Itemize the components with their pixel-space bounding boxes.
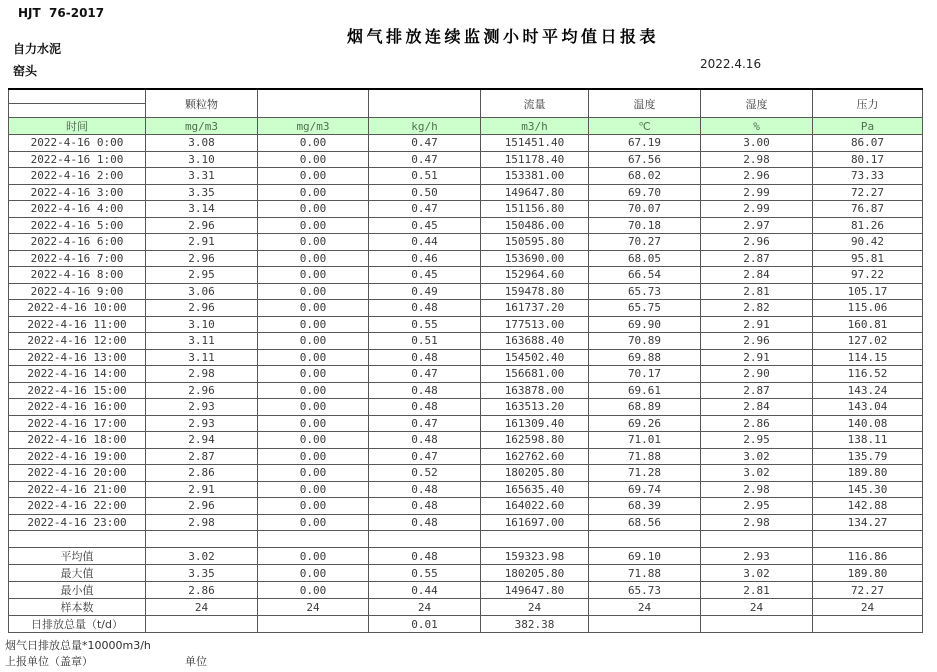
value-cell: 0.47 [369,201,481,218]
time-cell: 2022-4-16 2:00 [9,168,146,185]
value-cell: 0.00 [258,514,369,531]
value-cell: 162762.60 [481,448,589,465]
value-cell: 134.27 [813,514,923,531]
table-row [9,415,923,432]
value-cell: 114.15 [813,349,923,366]
summary-value-cell [813,616,923,633]
value-cell: 180205.80 [481,465,589,482]
value-cell: 2.91 [701,316,813,333]
table-row [9,184,923,201]
value-cell: 161309.40 [481,415,589,432]
empty-cell [813,531,923,548]
corner-cell-bottom [9,104,146,118]
summary-value-cell: 149647.80 [481,582,589,599]
value-cell: 2.97 [701,217,813,234]
value-cell: 2.84 [701,399,813,416]
value-cell: 68.39 [589,498,701,515]
value-cell: 70.17 [589,366,701,383]
table-row [9,250,923,267]
summary-value-cell: 0.48 [369,548,481,565]
group-header-cell [258,89,369,118]
summary-value-cell: 2.93 [701,548,813,565]
value-cell: 0.48 [369,514,481,531]
value-cell: 162598.80 [481,432,589,449]
value-cell: 177513.00 [481,316,589,333]
value-cell: 0.00 [258,201,369,218]
unit-header-cell: % [701,118,813,135]
value-cell: 0.50 [369,184,481,201]
value-cell: 67.19 [589,135,701,152]
summary-value-cell: 24 [481,599,589,616]
value-cell: 0.00 [258,415,369,432]
value-cell: 143.24 [813,382,923,399]
value-cell: 0.00 [258,399,369,416]
value-cell: 2.98 [701,481,813,498]
value-cell: 165635.40 [481,481,589,498]
time-cell: 2022-4-16 3:00 [9,184,146,201]
value-cell: 151451.40 [481,135,589,152]
summary-value-cell: 180205.80 [481,565,589,582]
footnote-total-emission: 烟气日排放总量*10000m3/h [5,639,151,652]
time-cell: 2022-4-16 4:00 [9,201,146,218]
summary-label-cell: 最大值 [9,565,146,582]
table-body [9,89,923,633]
value-cell: 70.89 [589,333,701,350]
value-cell: 164022.60 [481,498,589,515]
time-cell: 2022-4-16 11:00 [9,316,146,333]
time-header-cell: 时间 [9,118,146,135]
value-cell: 151156.80 [481,201,589,218]
summary-value-cell: 159323.98 [481,548,589,565]
value-cell: 2.93 [146,415,258,432]
value-cell: 143.04 [813,399,923,416]
summary-value-cell [589,616,701,633]
value-cell: 71.28 [589,465,701,482]
summary-value-cell: 24 [589,599,701,616]
summary-label-cell: 样本数 [9,599,146,616]
unit-header-cell: m3/h [481,118,589,135]
value-cell: 2.96 [701,168,813,185]
empty-cell [589,531,701,548]
value-cell: 0.00 [258,267,369,284]
unit-header-cell: kg/h [369,118,481,135]
summary-label-cell: 最小值 [9,582,146,599]
value-cell: 65.75 [589,300,701,317]
station-name: 窑头 [13,64,38,78]
value-cell: 0.00 [258,382,369,399]
table-row [9,316,923,333]
value-cell: 2.95 [146,267,258,284]
value-cell: 163513.20 [481,399,589,416]
unit-header-cell: mg/m3 [146,118,258,135]
table-row [9,89,923,104]
time-cell: 2022-4-16 0:00 [9,135,146,152]
value-cell: 2.84 [701,267,813,284]
table-row [9,514,923,531]
doc-code: HJT 76-2017 [18,6,105,20]
value-cell: 2.99 [701,201,813,218]
value-cell: 127.02 [813,333,923,350]
value-cell: 0.46 [369,250,481,267]
time-cell: 2022-4-16 14:00 [9,366,146,383]
table-row [9,481,923,498]
value-cell: 116.52 [813,366,923,383]
summary-value-cell: 3.02 [146,548,258,565]
value-cell: 0.47 [369,448,481,465]
value-cell: 2.91 [146,481,258,498]
time-cell: 2022-4-16 16:00 [9,399,146,416]
value-cell: 2.96 [146,300,258,317]
value-cell: 0.00 [258,234,369,251]
time-cell: 2022-4-16 12:00 [9,333,146,350]
table-row [9,168,923,185]
table-row [9,349,923,366]
value-cell: 66.54 [589,267,701,284]
value-cell: 2.90 [701,366,813,383]
value-cell: 3.06 [146,283,258,300]
table-row [9,135,923,152]
value-cell: 71.01 [589,432,701,449]
value-cell: 0.00 [258,168,369,185]
report-unit-label: 上报单位（盖章） [5,655,93,668]
summary-value-cell: 24 [258,599,369,616]
group-header-cell: 颗粒物 [146,89,258,118]
value-cell: 2.82 [701,300,813,317]
time-cell: 2022-4-16 6:00 [9,234,146,251]
summary-value-cell: 65.73 [589,582,701,599]
value-cell: 69.90 [589,316,701,333]
value-cell: 2.96 [146,250,258,267]
time-cell: 2022-4-16 1:00 [9,151,146,168]
summary-value-cell: 24 [701,599,813,616]
value-cell: 65.73 [589,283,701,300]
summary-value-cell: 0.00 [258,582,369,599]
value-cell: 156681.00 [481,366,589,383]
group-header-cell: 湿度 [701,89,813,118]
table-row [9,548,923,565]
group-header-cell [369,89,481,118]
value-cell: 0.51 [369,168,481,185]
value-cell: 2.81 [701,283,813,300]
value-cell: 189.80 [813,465,923,482]
value-cell: 0.00 [258,448,369,465]
summary-value-cell: 382.38 [481,616,589,633]
value-cell: 2.96 [146,498,258,515]
value-cell: 0.48 [369,300,481,317]
value-cell: 0.48 [369,399,481,416]
table-row [9,217,923,234]
value-cell: 69.74 [589,481,701,498]
table-row [9,118,923,135]
value-cell: 2.96 [701,234,813,251]
value-cell: 70.27 [589,234,701,251]
page-title: 烟气排放连续监测小时平均值日报表 [347,27,660,46]
table-row [9,616,923,633]
time-cell: 2022-4-16 15:00 [9,382,146,399]
time-cell: 2022-4-16 17:00 [9,415,146,432]
value-cell: 68.56 [589,514,701,531]
time-cell: 2022-4-16 19:00 [9,448,146,465]
table-row [9,201,923,218]
value-cell: 0.00 [258,250,369,267]
value-cell: 0.47 [369,135,481,152]
summary-value-cell [146,616,258,633]
summary-value-cell: 189.80 [813,565,923,582]
value-cell: 140.08 [813,415,923,432]
value-cell: 138.11 [813,432,923,449]
value-cell: 67.56 [589,151,701,168]
value-cell: 0.47 [369,151,481,168]
time-cell: 2022-4-16 13:00 [9,349,146,366]
value-cell: 68.05 [589,250,701,267]
summary-value-cell: 0.01 [369,616,481,633]
group-header-cell: 流量 [481,89,589,118]
value-cell: 2.98 [701,151,813,168]
value-cell: 90.42 [813,234,923,251]
value-cell: 2.99 [701,184,813,201]
time-cell: 2022-4-16 8:00 [9,267,146,284]
value-cell: 0.45 [369,267,481,284]
value-cell: 151178.40 [481,151,589,168]
value-cell: 70.18 [589,217,701,234]
value-cell: 2.93 [146,399,258,416]
summary-value-cell: 72.27 [813,582,923,599]
table-row [9,382,923,399]
summary-value-cell: 3.02 [701,565,813,582]
value-cell: 0.49 [369,283,481,300]
empty-cell [258,531,369,548]
value-cell: 145.30 [813,481,923,498]
value-cell: 72.27 [813,184,923,201]
table-row [9,267,923,284]
value-cell: 3.08 [146,135,258,152]
value-cell: 0.00 [258,366,369,383]
value-cell: 68.89 [589,399,701,416]
value-cell: 0.48 [369,432,481,449]
summary-label-cell: 日排放总量（t/d） [9,616,146,633]
value-cell: 161697.00 [481,514,589,531]
value-cell: 0.00 [258,135,369,152]
unit-label: 单位 [185,655,207,668]
report-table [8,88,923,633]
value-cell: 3.14 [146,201,258,218]
value-cell: 0.00 [258,184,369,201]
table-row [9,599,923,616]
value-cell: 3.10 [146,316,258,333]
summary-value-cell: 0.00 [258,548,369,565]
group-header-cell: 温度 [589,89,701,118]
empty-cell [481,531,589,548]
summary-value-cell: 0.44 [369,582,481,599]
corner-cell-top [9,89,146,104]
value-cell: 135.79 [813,448,923,465]
table-row [9,531,923,548]
value-cell: 0.48 [369,349,481,366]
summary-value-cell: 69.10 [589,548,701,565]
company-name: 自力水泥 [13,42,62,56]
summary-value-cell: 24 [813,599,923,616]
time-cell: 2022-4-16 20:00 [9,465,146,482]
value-cell: 71.88 [589,448,701,465]
value-cell: 3.35 [146,184,258,201]
value-cell: 69.26 [589,415,701,432]
value-cell: 95.81 [813,250,923,267]
table-row [9,432,923,449]
value-cell: 2.91 [701,349,813,366]
time-cell: 2022-4-16 10:00 [9,300,146,317]
value-cell: 2.96 [701,333,813,350]
value-cell: 142.88 [813,498,923,515]
value-cell: 0.00 [258,349,369,366]
value-cell: 73.33 [813,168,923,185]
value-cell: 2.87 [146,448,258,465]
time-cell: 2022-4-16 22:00 [9,498,146,515]
value-cell: 160.81 [813,316,923,333]
value-cell: 0.47 [369,366,481,383]
value-cell: 159478.80 [481,283,589,300]
value-cell: 3.10 [146,151,258,168]
table-row [9,333,923,350]
value-cell: 153690.00 [481,250,589,267]
value-cell: 2.95 [701,432,813,449]
value-cell: 2.98 [146,514,258,531]
value-cell: 2.96 [146,217,258,234]
summary-value-cell: 3.35 [146,565,258,582]
table-row [9,465,923,482]
value-cell: 0.00 [258,300,369,317]
empty-cell [9,531,146,548]
value-cell: 2.91 [146,234,258,251]
value-cell: 0.00 [258,333,369,350]
value-cell: 76.87 [813,201,923,218]
value-cell: 0.00 [258,432,369,449]
value-cell: 0.55 [369,316,481,333]
time-cell: 2022-4-16 7:00 [9,250,146,267]
value-cell: 3.11 [146,333,258,350]
table-row [9,300,923,317]
value-cell: 81.26 [813,217,923,234]
value-cell: 0.51 [369,333,481,350]
value-cell: 150486.00 [481,217,589,234]
value-cell: 153381.00 [481,168,589,185]
value-cell: 150595.80 [481,234,589,251]
value-cell: 2.86 [146,465,258,482]
value-cell: 2.86 [701,415,813,432]
empty-cell [369,531,481,548]
value-cell: 69.70 [589,184,701,201]
value-cell: 0.00 [258,465,369,482]
table-row [9,565,923,582]
summary-value-cell: 2.81 [701,582,813,599]
summary-value-cell [258,616,369,633]
value-cell: 0.00 [258,498,369,515]
time-cell: 2022-4-16 21:00 [9,481,146,498]
table-row [9,399,923,416]
table-row [9,498,923,515]
table-row [9,234,923,251]
value-cell: 0.00 [258,151,369,168]
unit-header-cell: mg/m3 [258,118,369,135]
value-cell: 69.88 [589,349,701,366]
value-cell: 69.61 [589,382,701,399]
empty-cell [146,531,258,548]
value-cell: 105.17 [813,283,923,300]
unit-header-cell: Pa [813,118,923,135]
value-cell: 2.94 [146,432,258,449]
value-cell: 3.11 [146,349,258,366]
summary-value-cell [701,616,813,633]
value-cell: 3.02 [701,465,813,482]
time-cell: 2022-4-16 18:00 [9,432,146,449]
value-cell: 0.48 [369,498,481,515]
value-cell: 163688.40 [481,333,589,350]
value-cell: 2.95 [701,498,813,515]
value-cell: 3.02 [701,448,813,465]
value-cell: 2.87 [701,250,813,267]
value-cell: 0.00 [258,316,369,333]
value-cell: 68.02 [589,168,701,185]
summary-value-cell: 0.00 [258,565,369,582]
value-cell: 152964.60 [481,267,589,284]
value-cell: 0.48 [369,382,481,399]
value-cell: 3.00 [701,135,813,152]
time-cell: 2022-4-16 9:00 [9,283,146,300]
table-row [9,283,923,300]
value-cell: 2.98 [146,366,258,383]
value-cell: 2.87 [701,382,813,399]
value-cell: 154502.40 [481,349,589,366]
value-cell: 2.98 [701,514,813,531]
value-cell: 0.00 [258,481,369,498]
value-cell: 0.48 [369,481,481,498]
value-cell: 97.22 [813,267,923,284]
table-row [9,582,923,599]
summary-value-cell: 24 [369,599,481,616]
value-cell: 0.47 [369,415,481,432]
value-cell: 86.07 [813,135,923,152]
value-cell: 149647.80 [481,184,589,201]
value-cell: 0.00 [258,217,369,234]
group-header-cell: 压力 [813,89,923,118]
value-cell: 80.17 [813,151,923,168]
summary-label-cell: 平均值 [9,548,146,565]
summary-value-cell: 2.86 [146,582,258,599]
value-cell: 2.96 [146,382,258,399]
value-cell: 163878.00 [481,382,589,399]
summary-value-cell: 24 [146,599,258,616]
value-cell: 115.06 [813,300,923,317]
table-row [9,151,923,168]
empty-cell [701,531,813,548]
value-cell: 0.45 [369,217,481,234]
value-cell: 70.07 [589,201,701,218]
summary-value-cell: 71.88 [589,565,701,582]
summary-value-cell: 0.55 [369,565,481,582]
unit-header-cell: ℃ [589,118,701,135]
time-cell: 2022-4-16 5:00 [9,217,146,234]
table-row [9,366,923,383]
value-cell: 0.00 [258,283,369,300]
time-cell: 2022-4-16 23:00 [9,514,146,531]
table-row [9,448,923,465]
report-date: 2022.4.16 [700,57,762,71]
value-cell: 0.44 [369,234,481,251]
value-cell: 3.31 [146,168,258,185]
value-cell: 161737.20 [481,300,589,317]
summary-value-cell: 116.86 [813,548,923,565]
value-cell: 0.52 [369,465,481,482]
